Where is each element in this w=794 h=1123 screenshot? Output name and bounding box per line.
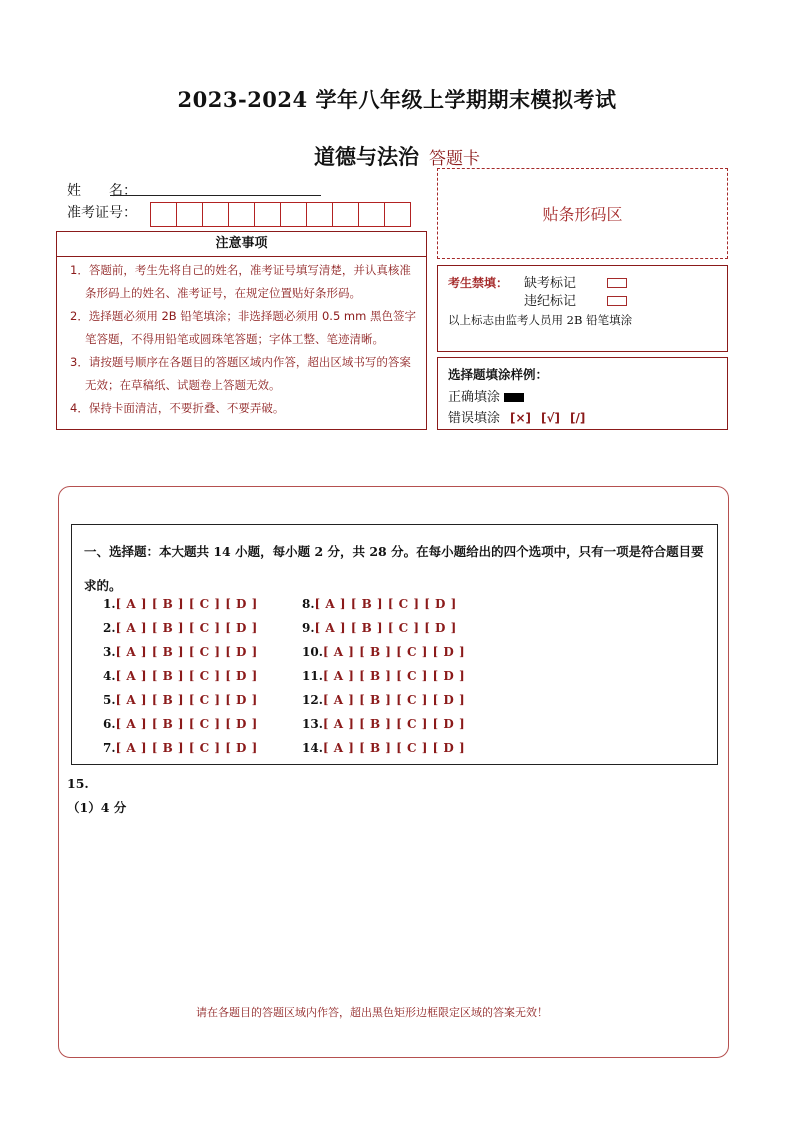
footer-note: 请在各题目的答题区域内作答，超出黑色矩形边框限定区域的答案无效！	[196, 1006, 548, 1019]
answer-options[interactable]: [ A ] [ B ] [ C ] [ D ]	[322, 717, 466, 731]
question-row[interactable]	[103, 693, 258, 707]
question-row[interactable]	[103, 645, 258, 659]
notice-item: 1．答题前，考生先将自己的姓名，准考证号填写清楚，并认真核准条形码上的姓名、准考证号，在规定位置贴好条形码。	[70, 263, 411, 300]
answer-options[interactable]: [ A ] [ B ] [ C ] [ D ]	[322, 741, 466, 755]
ticket-digit-box[interactable]	[228, 202, 255, 227]
question-number: 5.	[103, 693, 116, 707]
question-number: 14.	[302, 741, 323, 755]
answer-options[interactable]: [ A ] [ B ] [ C ] [ D ]	[314, 621, 457, 635]
answer-options[interactable]: [ A ] [ B ] [ C ] [ D ]	[314, 597, 457, 611]
question-row[interactable]	[103, 597, 258, 611]
question-number: 13.	[302, 717, 323, 731]
forbid-label: 考生禁填：	[448, 276, 509, 290]
ticket-digit-box[interactable]	[280, 202, 307, 227]
question-row[interactable]	[302, 621, 457, 635]
answer-options[interactable]: [ A ] [ B ] [ C ] [ D ]	[115, 741, 258, 755]
question-row[interactable]	[103, 669, 258, 683]
wrong-mark: [√]	[541, 411, 561, 425]
absent-checkbox[interactable]	[607, 278, 627, 288]
answer-options[interactable]: [ A ] [ B ] [ C ] [ D ]	[115, 669, 258, 683]
violation-checkbox[interactable]	[607, 296, 627, 306]
question-number: 8.	[302, 597, 315, 611]
ticket-digit-box[interactable]	[358, 202, 385, 227]
sample-box	[437, 357, 728, 430]
forbid-note: 以上标志由监考人员用 2B 铅笔填涂	[448, 313, 633, 327]
mc-description: 一、选择题：本大题共 14 小题，每小题 2 分，共 28 分。在每小题给出的四个选项中，只有一项是符合题目要求的。	[84, 544, 704, 593]
question-number: 2.	[103, 621, 116, 635]
question-row[interactable]	[302, 597, 457, 611]
subject-title: 道德与法治	[314, 144, 419, 169]
question-number: 4.	[103, 669, 116, 683]
answer-options[interactable]: [ A ] [ B ] [ C ] [ D ]	[115, 645, 258, 659]
question-15-answer-area[interactable]	[67, 820, 717, 990]
multiple-choice-box	[71, 524, 718, 765]
ticket-digit-box[interactable]	[306, 202, 333, 227]
page-title: 2023-2024 学年八年级上学期期末模拟考试	[177, 87, 617, 112]
correct-label: 正确填涂	[448, 390, 501, 405]
question-number: 11.	[302, 669, 323, 683]
forbid-box	[437, 265, 728, 352]
answer-options[interactable]: [ A ] [ B ] [ C ] [ D ]	[115, 621, 258, 635]
violation-label: 违纪标记	[524, 294, 577, 309]
notice-item: 4．保持卡面清洁，不要折叠、不要弄破。	[70, 401, 285, 415]
correct-sample-row	[448, 386, 524, 405]
question-row[interactable]	[103, 741, 258, 755]
ticket-digit-box[interactable]	[176, 202, 203, 227]
wrong-sample-row	[448, 407, 585, 426]
name-field[interactable]	[110, 194, 321, 196]
answer-options[interactable]: [ A ] [ B ] [ C ] [ D ]	[115, 693, 258, 707]
answer-options[interactable]: [ A ] [ B ] [ C ] [ D ]	[115, 597, 258, 611]
notice-box	[56, 231, 427, 430]
question-row[interactable]	[302, 645, 465, 659]
question-number: 10.	[302, 645, 323, 659]
question-number: 1.	[103, 597, 116, 611]
question-number: 9.	[302, 621, 315, 635]
question-row[interactable]	[103, 717, 258, 731]
question-number: 7.	[103, 741, 116, 755]
notice-title: 注意事项	[57, 232, 426, 257]
question-row[interactable]	[302, 693, 465, 707]
ticket-digit-box[interactable]	[332, 202, 359, 227]
question-row[interactable]	[103, 621, 258, 635]
violation-row	[524, 290, 576, 309]
wrong-mark: [/]	[570, 411, 586, 425]
question-row[interactable]	[302, 717, 465, 731]
barcode-label: 贴条形码区	[542, 205, 623, 224]
answer-options[interactable]: [ A ] [ B ] [ C ] [ D ]	[322, 669, 466, 683]
answer-options[interactable]: [ A ] [ B ] [ C ] [ D ]	[322, 693, 466, 707]
answer-options[interactable]: [ A ] [ B ] [ C ] [ D ]	[322, 645, 466, 659]
question-number: 6.	[103, 717, 116, 731]
question-row[interactable]	[302, 741, 465, 755]
question-number: 12.	[302, 693, 323, 707]
sample-title: 选择题填涂样例：	[448, 367, 549, 382]
absent-row	[524, 272, 576, 291]
absent-label: 缺考标记	[524, 276, 577, 291]
name-label: 姓 名：	[67, 183, 137, 199]
ticket-digit-box[interactable]	[384, 202, 411, 227]
ticket-digit-box[interactable]	[202, 202, 229, 227]
filled-mark	[504, 393, 524, 402]
ticket-digit-box[interactable]	[254, 202, 281, 227]
question-15-part-1: （1）4 分	[67, 800, 127, 815]
question-number: 3.	[103, 645, 116, 659]
notice-item: 3．请按题号顺序在各题目的答题区域内作答，超出区域书写的答案无效；在草稿纸、试题卷上答题无效。	[70, 355, 411, 392]
answer-options[interactable]: [ A ] [ B ] [ C ] [ D ]	[115, 717, 258, 731]
subject-heading	[0, 141, 794, 171]
card-label: 答题卡	[429, 149, 480, 169]
question-15-number: 15.	[67, 776, 89, 791]
wrong-mark: [×]	[510, 411, 532, 425]
ticket-digit-box[interactable]	[150, 202, 177, 227]
question-row[interactable]	[302, 669, 465, 683]
barcode-area	[437, 168, 728, 259]
wrong-label: 错误填涂	[448, 411, 501, 426]
notice-item: 2．选择题必须用 2B 铅笔填涂；非选择题必须用 0.5 mm 黑色签字笔答题，不得用铅笔或圆珠笔答题；字体工整、笔迹清晰。	[70, 309, 416, 346]
ticket-number-field[interactable]	[150, 202, 410, 227]
ticket-label: 准考证号：	[67, 205, 137, 221]
